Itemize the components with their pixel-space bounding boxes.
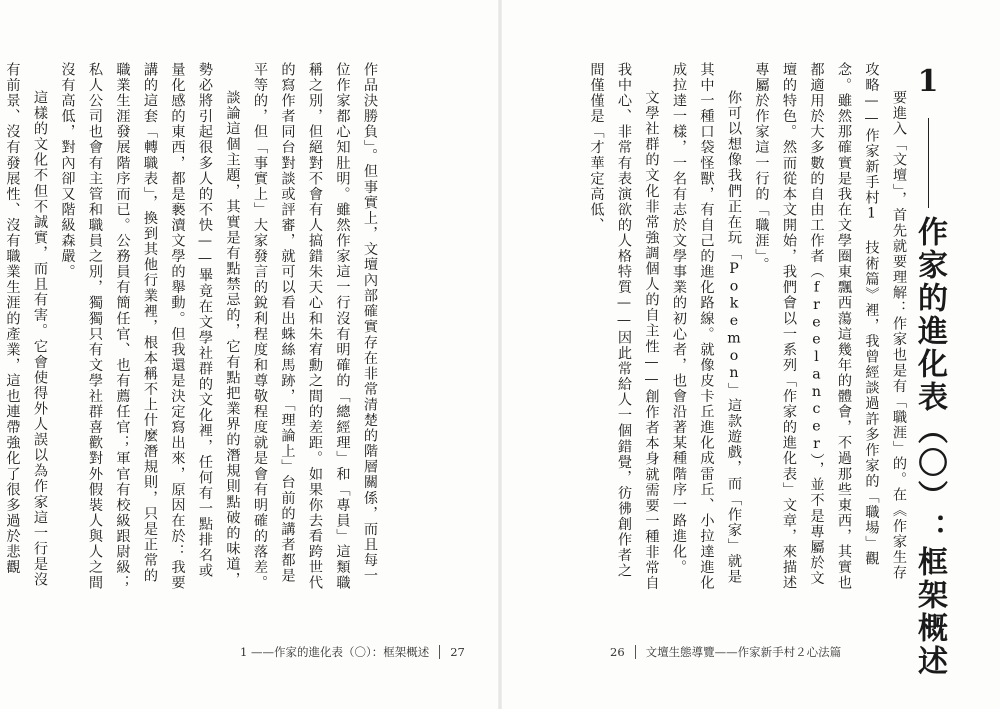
page-number: 26 — [610, 645, 625, 659]
paragraph: 你可以想像我們正在玩「Pokemon」這款遊戲，而「作家」就是其中一種口袋怪獸，有自己的進化路線。就像皮卡丘進化成雷丘、小拉達進化成拉達一樣，一名有志於文學事業的初心者，也會沿著某種階序一路進化。 — [671, 62, 742, 591]
chapter-title: 作家的進化表（〇）：框架概述 — [912, 216, 947, 678]
paragraph: 文學社群的文化非常強調個人的自主性——創作者本身就需要一種非常自我中心、非常有表演欲的人格特質——因此常給人一個錯覺，彷彿創作者之間僅僅是「才華定高低、 — [588, 62, 660, 592]
left-page-footer — [240, 644, 465, 660]
running-head: 文壇生態導覽——作家新手村２心法篇 — [645, 645, 842, 659]
paragraph: 要進入「文壇」，首先就要理解：作家也是有「職涯」的。在《作家生存攻略——作家新手村1 技術篇》裡，我曾經談過許多作家的「職場」觀念。雖然那確實是我在文學圈東飄西蕩這幾年的體會，不過那些東西，其實也都適用於大多數的自由工作者（freelancer），並不是專屬於文壇的特色。然而從本文開始，我們會以一系列「作家的進化表」文章，來描述專屬於作家這一行的「職涯」。 — [753, 62, 907, 591]
chapter-number: 1 — [917, 64, 939, 99]
footer-divider — [439, 645, 440, 659]
chapter-rule — [928, 118, 930, 208]
paragraph: 作品決勝負」。但事實上，文壇內部確實存在非常清楚的階層關係，而且每一位作家都心知肚明。雖然作家這一行沒有明確的「總經理」和「專員」這類職稱之別，但絕對不會有人搞錯朱天心和朱宥勳之間的差距。如果你去看跨世代的寫作者同台對談或評審，就可以看出蛛絲馬跡，「理論上」台前的講者都是平等的，但「事實上」大家發言的銳利程度和尊敬程度就是會有明確的落差。 — [252, 62, 378, 591]
running-head: 1 ——作家的進化表（〇）：框架概述 — [240, 645, 430, 659]
paragraph: 這樣的文化不但不誠實，而且有害。它會使得外人誤以為作家這一行是沒有前景、沒有發展性、沒有職業生涯的產業，這也連帶強化了很多過於悲觀 — [4, 62, 48, 588]
footer-divider — [635, 645, 636, 659]
page-number: 27 — [450, 645, 465, 659]
right-page-body — [588, 62, 912, 592]
right-page — [500, 0, 1000, 709]
left-page-body — [4, 62, 383, 592]
paragraph: 談論這個主題，其實是有點禁忌的，它有點把業界的潛規則點破的味道，勢必將引起很多人的不快——畢竟在文學社群的文化裡，任何有一點排名或量化感的東西，都是褻瀆文學的舉動。但我還是決定寫出來，原因在於：我要講的這套「轉職表」，換到其他行業裡，根本稱不上什麼潛規則，只是正常的職業生涯發展階序而已。公務員有簡任官、也有薦任官；軍官有校級跟尉級；私人公司也會有主管和職員之別，獨獨只有文學社群喜歡對外假裝人與人之間沒有高低，對內卻又階級森嚴。 — [59, 62, 241, 591]
right-page-footer — [610, 644, 841, 660]
